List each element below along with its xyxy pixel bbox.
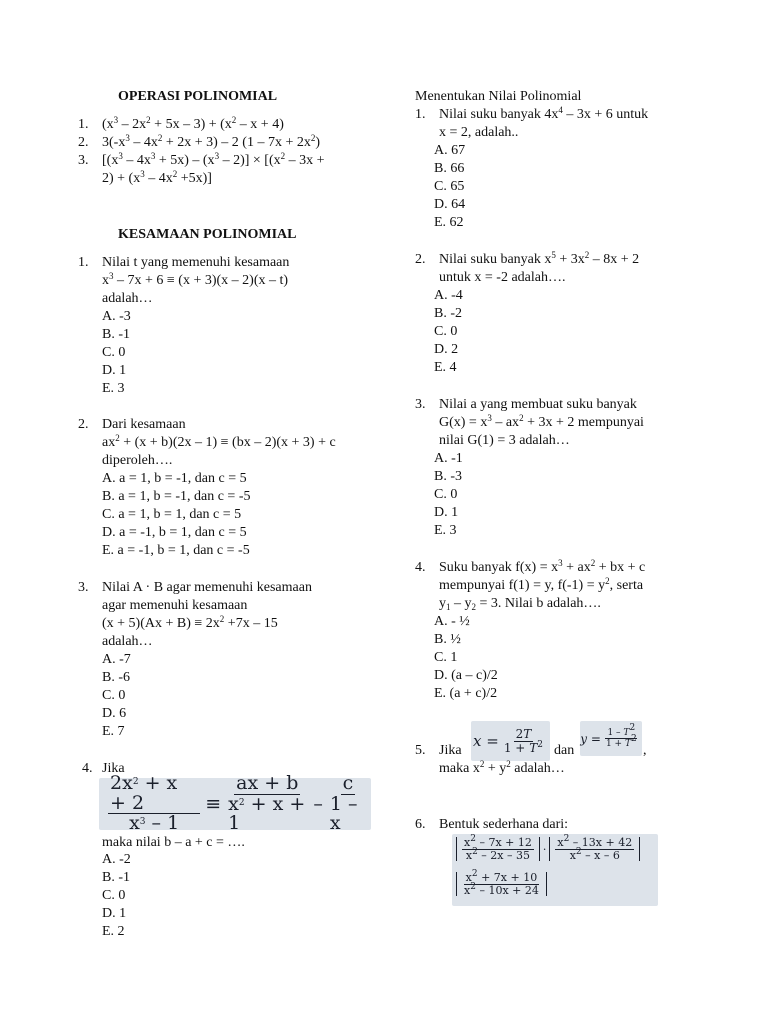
option: B. -1 bbox=[102, 327, 130, 342]
question-text-cont: maka $x^2 + y^2$ adalah… bbox=[439, 759, 565, 776]
menentukan-nilai-heading: Menentukan Nilai Polinomial bbox=[415, 89, 582, 104]
option: A. 67 bbox=[434, 143, 466, 158]
option: D. 6 bbox=[102, 706, 127, 721]
question-text: Nilai A · B agar memenuhi kesamaan bbox=[102, 580, 312, 595]
option: E. 7 bbox=[102, 724, 125, 739]
operasi-polinomial-heading: OPERASI POLINOMIAL bbox=[118, 89, 278, 104]
question-equation: $ax^2 + (x + b)(2x - 1) \equiv (bx - 2)(x + 3) + c$ bbox=[102, 433, 336, 450]
option: B. -1 bbox=[102, 870, 130, 885]
question-equation: $G(x) = x^3 - ax^2 + 3x + 2$ mempunyai bbox=[439, 413, 644, 430]
option: D. 1 bbox=[102, 906, 127, 921]
option: C. 0 bbox=[434, 324, 458, 339]
question-text: Jika bbox=[439, 743, 462, 758]
option: E. 3 bbox=[102, 381, 125, 396]
option: B. ½ bbox=[434, 632, 461, 647]
operasi-item-1: $(x^3 - 2x^2 + 5x - 3) + (x^2 - x + 4)$ bbox=[102, 115, 284, 132]
option: E. (a + c)/2 bbox=[434, 686, 498, 701]
question-text: Jika bbox=[102, 761, 125, 776]
question-text: Suku banyak $f(x) = x^3 + ax^2$ + bx + c bbox=[439, 558, 646, 575]
question-text: Bentuk sederhana dari: bbox=[439, 817, 569, 832]
option: C. 1 bbox=[434, 650, 458, 665]
option: A. -1 bbox=[434, 451, 463, 466]
question-text: Nilai suku banyak $4x^4 - 3x + 6$ untuk bbox=[439, 105, 649, 122]
question-text-end: $y_1 - y_2 = 3$. Nilai b adalah…. bbox=[439, 596, 601, 612]
operasi-item-3: $[(x^3 - 4x^3 + 5x) - (x^3 - 2)] \times [(x^2 - 3x$ + bbox=[102, 151, 325, 168]
y-equation-image: y = $\frac{1 - T^2}{1 + T^2}$ bbox=[580, 721, 642, 756]
fraction-expression-image: $\frac{x^2 - 7x + 12}{x^2 - 2x - 35}$ · $\frac{x^2 - 13x + 42}{x^2 - x - 6}$ $\frac{x^2 + 7x + 10}{x^2 - 10x + 24}$ bbox=[452, 834, 658, 906]
question-text-cont: maka nilai b – a + c = …. bbox=[102, 835, 245, 850]
option: D. 2 bbox=[434, 342, 459, 357]
option: B. -2 bbox=[434, 306, 462, 321]
option: D. a = -1, b = 1, dan c = 5 bbox=[102, 525, 247, 540]
option: C. 0 bbox=[102, 345, 126, 360]
operasi-item-3-cont: $2) + (x^3 - 4x^2 +5x)$] bbox=[102, 169, 212, 186]
question-equation: $x^3 - 7x + 6 \equiv (x + 3)(x - 2)(x - t)$ bbox=[102, 271, 289, 288]
option: D. 1 bbox=[434, 505, 459, 520]
option: A. -4 bbox=[434, 288, 463, 303]
question-text-cont: agar memenuhi kesamaan bbox=[102, 598, 248, 613]
option: D. 1 bbox=[102, 363, 127, 378]
question-text-cont: adalah… bbox=[102, 291, 153, 306]
kesamaan-polinomial-heading: KESAMAAN POLINOMIAL bbox=[118, 227, 297, 242]
option: E. 62 bbox=[434, 215, 464, 230]
x-equation-image: x = $\frac{2T}{1 + T^2}$ bbox=[471, 721, 550, 761]
option: E. a = -1, b = 1, dan c = -5 bbox=[102, 543, 250, 558]
option: A. - ½ bbox=[434, 614, 470, 629]
option: A. -3 bbox=[102, 309, 131, 324]
question-text: Nilai a yang membuat suku banyak bbox=[439, 397, 637, 412]
equation-image: $\frac{2x^2 + x + 2}{x^3 - 1}$ ≡ $\frac{ax + b}{x^2 + x + 1}$ – $\frac{c}{1 - x}$ bbox=[99, 778, 371, 830]
option: B. a = 1, b = -1, dan c = -5 bbox=[102, 489, 251, 504]
question-text-cont: nilai G(1) = 3 adalah… bbox=[439, 433, 570, 448]
question-text: Dari kesamaan bbox=[102, 417, 186, 432]
option: C. 65 bbox=[434, 179, 465, 194]
comma: , bbox=[643, 743, 647, 758]
dan-text: dan bbox=[554, 743, 575, 758]
question-text: Nilai suku banyak $x^5 + 3x^2 - 8x + 2$ bbox=[439, 250, 640, 267]
option: C. a = 1, b = 1, dan c = 5 bbox=[102, 507, 242, 522]
option: E. 3 bbox=[434, 523, 457, 538]
question-text-cont: diperoleh…. bbox=[102, 453, 173, 468]
question-text-cont: x = 2, adalah.. bbox=[439, 125, 519, 140]
question-text-cont: mempunyai f(1) = y, $f(-1) = y^2$, serta bbox=[439, 576, 644, 593]
option: B. -6 bbox=[102, 670, 130, 685]
option: D. 64 bbox=[434, 197, 466, 212]
option: B. 66 bbox=[434, 161, 465, 176]
option: E. 2 bbox=[102, 924, 125, 939]
option: C. 0 bbox=[102, 688, 126, 703]
question-text-end: adalah… bbox=[102, 634, 153, 649]
question-text-cont: untuk x = -2 adalah…. bbox=[439, 270, 566, 285]
option: C. 0 bbox=[102, 888, 126, 903]
question-text: Nilai t yang memenuhi kesamaan bbox=[102, 255, 290, 270]
option: E. 4 bbox=[434, 360, 457, 375]
option: A. -2 bbox=[102, 852, 131, 867]
option: D. (a – c)/2 bbox=[434, 668, 498, 683]
option: C. 0 bbox=[434, 487, 458, 502]
option: A. a = 1, b = -1, dan c = 5 bbox=[102, 471, 247, 486]
option: B. -3 bbox=[434, 469, 462, 484]
operasi-item-2: $3(-x^3 - 4x^2 + 2x + 3) - 2$ $(1 - 7x + 2x^2)$ bbox=[102, 133, 321, 150]
question-equation: $(x + 5)(Ax + B) \equiv 2x^2 +7x - 15$ bbox=[102, 614, 278, 631]
option: A. -7 bbox=[102, 652, 131, 667]
